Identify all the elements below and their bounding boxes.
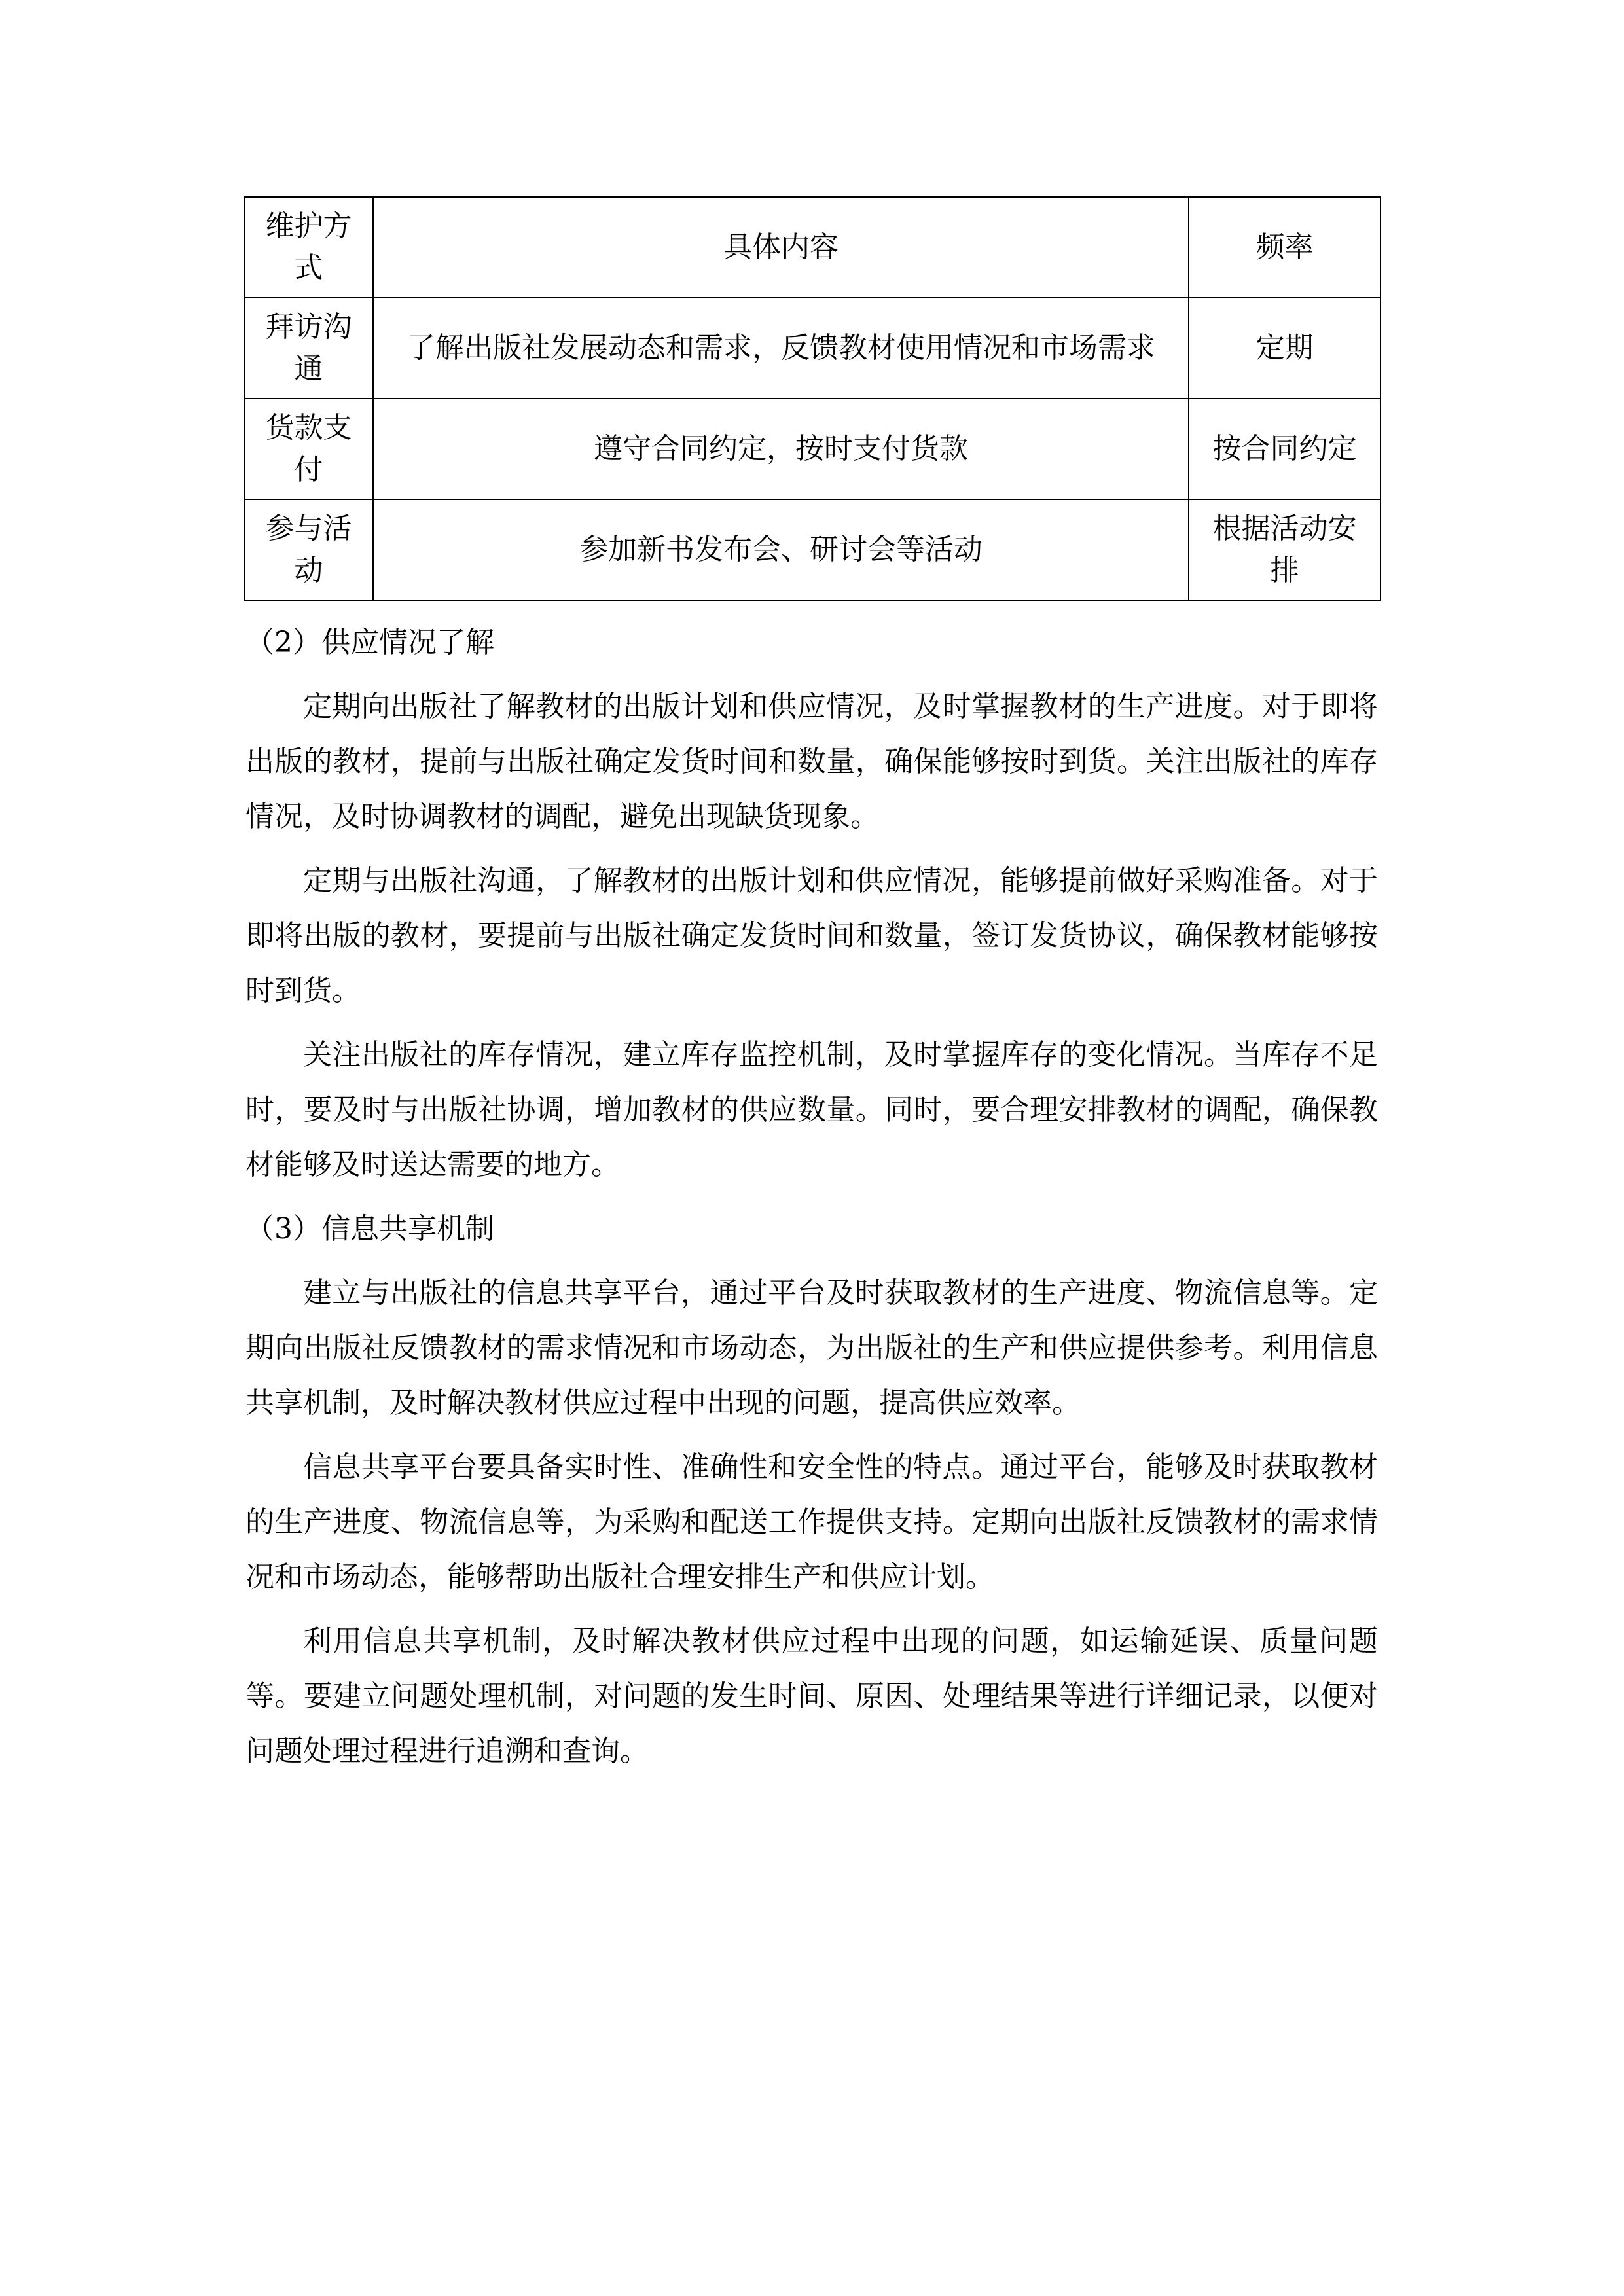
cell-content: 了解出版社发展动态和需求，反馈教材使用情况和市场需求 <box>373 298 1189 399</box>
paragraph: 关注出版社的库存情况，建立库存监控机制，及时掌握库存的变化情况。当库存不足时，要及时与出版社协调，增加教材的供应数量。同时，要合理安排教材的调配，确保教材能够及时送达需要的地方。 <box>245 1038 1378 1181</box>
table-row <box>244 298 1380 399</box>
cell-frequency: 根据活动安排 <box>1189 499 1380 600</box>
cell-method: 货款支付 <box>244 399 373 499</box>
table-row <box>244 499 1380 600</box>
table-row <box>244 399 1380 499</box>
section-heading-supply: （2）供应情况了解 <box>245 626 494 659</box>
header-content: 具体内容 <box>373 197 1189 298</box>
body-content <box>245 615 1378 1788</box>
paragraph: 定期与出版社沟通，了解教材的出版计划和供应情况，能够提前做好采购准备。对于即将出版的教材，要提前与出版社确定发货时间和数量，签订发货协议，确保教材能够按时到货。 <box>245 864 1378 1007</box>
paragraph: 利用信息共享机制，及时解决教材供应过程中出现的问题，如运输延误、质量问题等。要建立问题处理机制，对问题的发生时间、原因、处理结果等进行详细记录，以便对问题处理过程进行追溯和查询。 <box>245 1624 1378 1768</box>
table-header-row <box>244 197 1380 298</box>
paragraph: 信息共享平台要具备实时性、准确性和安全性的特点。通过平台，能够及时获取教材的生产进度、物流信息等，为采购和配送工作提供支持。定期向出版社反馈教材的需求情况和市场动态，能够帮助出版社合理安排生产和供应计划。 <box>245 1450 1378 1594</box>
header-method: 维护方式 <box>244 197 373 298</box>
cell-method: 参与活动 <box>244 499 373 600</box>
paragraph: 定期向出版社了解教材的出版计划和供应情况，及时掌握教材的生产进度。对于即将出版的教材，提前与出版社确定发货时间和数量，确保能够按时到货。关注出版社的库存情况，及时协调教材的调配，避免出现缺货现象。 <box>245 690 1378 833</box>
paragraph: 建立与出版社的信息共享平台，通过平台及时获取教材的生产进度、物流信息等。定期向出版社反馈教材的需求情况和市场动态，为出版社的生产和供应提供参考。利用信息共享机制，及时解决教材供应过程中出现的问题，提高供应效率。 <box>245 1276 1378 1420</box>
cell-frequency: 按合同约定 <box>1189 399 1380 499</box>
maintenance-table <box>244 196 1381 601</box>
cell-content: 遵守合同约定，按时支付货款 <box>373 399 1189 499</box>
header-frequency: 频率 <box>1189 197 1380 298</box>
cell-method: 拜访沟通 <box>244 298 373 399</box>
cell-frequency: 定期 <box>1189 298 1380 399</box>
cell-content: 参加新书发布会、研讨会等活动 <box>373 499 1189 600</box>
section-heading-info-sharing: （3）信息共享机制 <box>245 1212 494 1246</box>
